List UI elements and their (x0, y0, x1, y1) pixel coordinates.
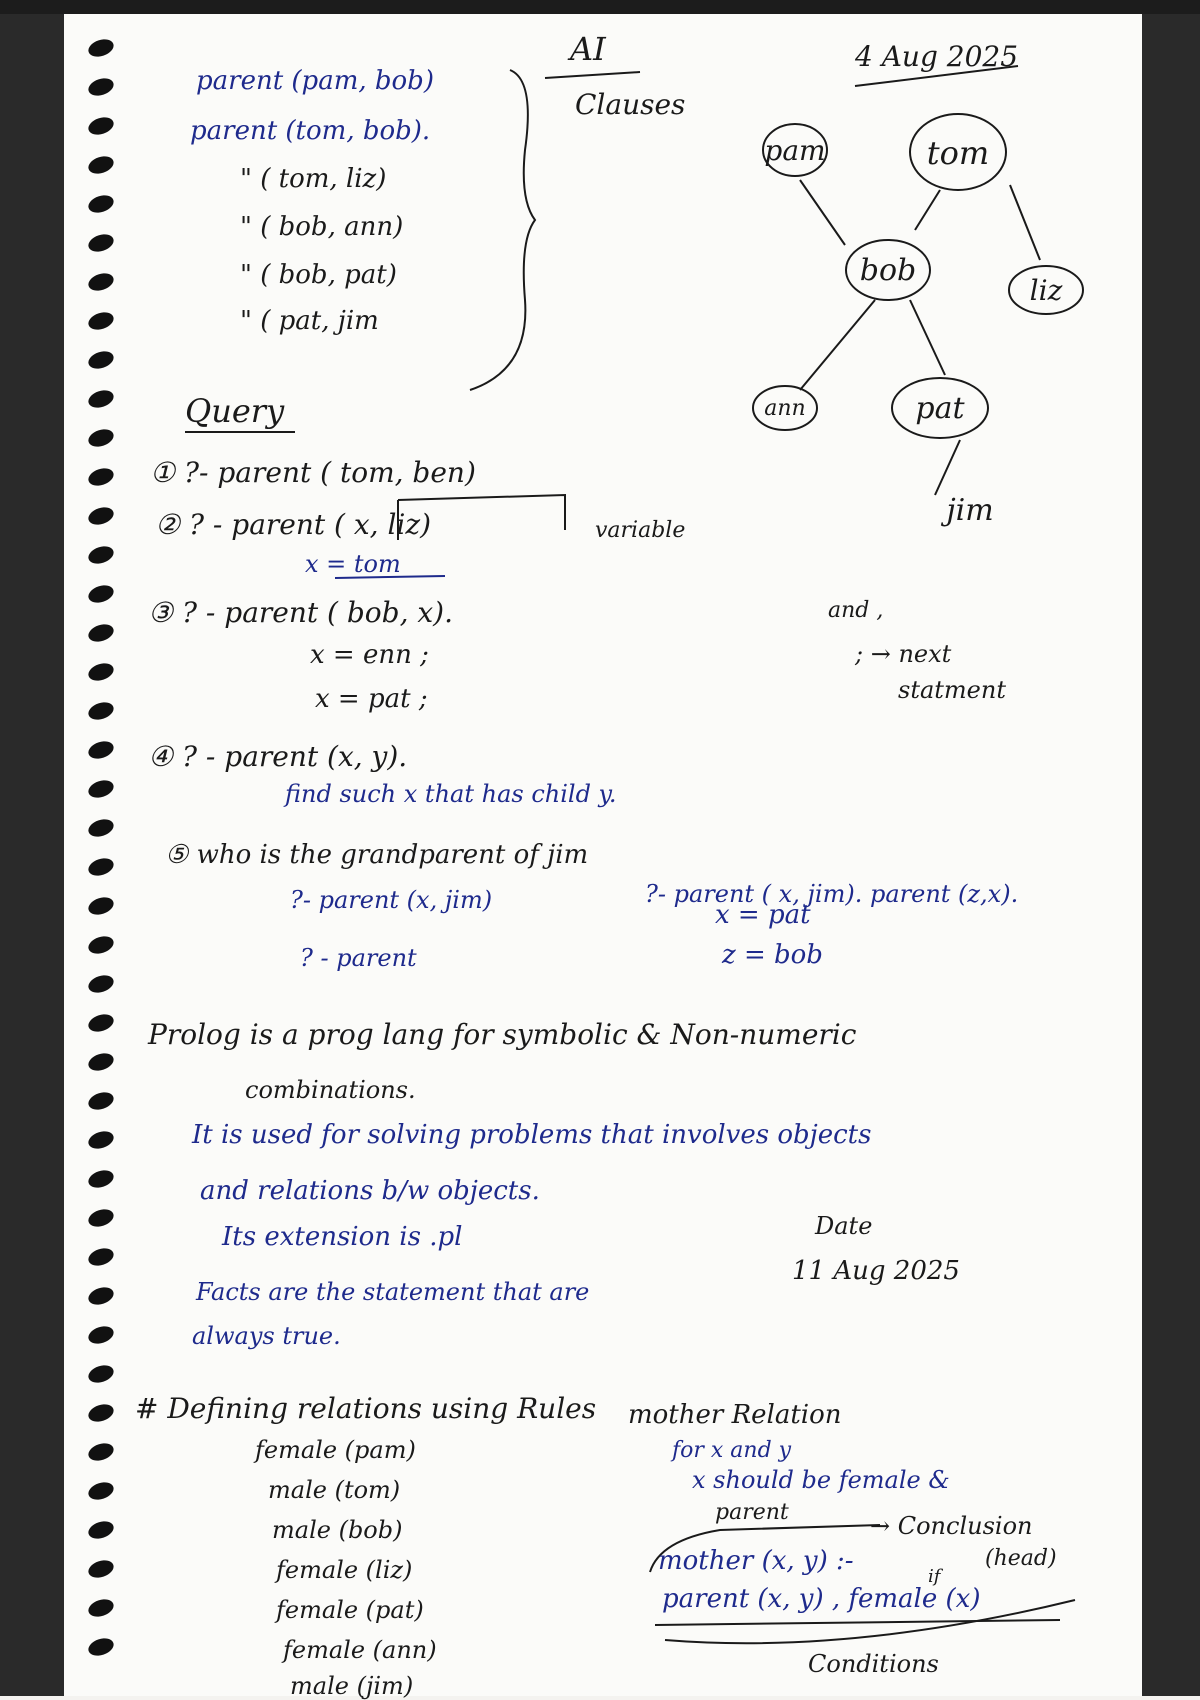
fact-line-1: parent (pam, bob) (196, 66, 434, 96)
svg-text:pam: pam (764, 134, 826, 167)
mother-rule: mother (x, y) :- (658, 1546, 854, 1576)
query-5-query: ?- parent ( x, jim). parent (z,x). (645, 880, 1019, 908)
query-4: ④ ? - parent (x, y). (148, 740, 408, 773)
tree-node-jim (940, 493, 993, 528)
query-5: ⑤ who is the grandparent of jim (165, 840, 589, 870)
svg-text:pat: pat (915, 391, 965, 426)
query-3-note-1: and , (828, 598, 884, 623)
date-top: 4 Aug 2025 (855, 40, 1019, 73)
mother-if: if (928, 1566, 941, 1587)
query-2: ② ? - parent ( x, liz) (155, 508, 432, 541)
svg-text:tom: tom (926, 134, 990, 172)
prolog-line-5: Its extension is .pl (222, 1222, 463, 1252)
query-heading: Query (185, 392, 285, 430)
mother-conclusion: → Conclusion (870, 1512, 1033, 1540)
query-2-answer: x = tom (305, 550, 401, 578)
date-second: 11 Aug 2025 (792, 1256, 960, 1286)
query-2-note: variable (595, 518, 686, 543)
query-3: ③ ? - parent ( bob, x). (148, 596, 453, 629)
fact-line-2: parent (tom, bob). (190, 116, 431, 146)
prolog-line-4: and relations b/w objects. (200, 1176, 540, 1206)
tree-node-pam (763, 124, 827, 176)
rule-fact-5: female (pat) (276, 1596, 424, 1624)
tree-node-pat (892, 378, 988, 438)
query-3-note-2: ; → next (855, 640, 952, 668)
query-3-answer-2: x = pat ; (315, 684, 428, 714)
query-3-note-3: statment (898, 676, 1006, 704)
svg-text:jim: jim (946, 493, 994, 528)
fact-line-3: " ( tom, liz) (240, 164, 387, 194)
fact-line-6: " ( pat, jim (240, 306, 379, 336)
mother-rule-body: parent (x, y) , female (x) (662, 1584, 981, 1614)
mother-line-1: for x and y (672, 1438, 792, 1463)
rules-heading: # Defining relations using Rules (135, 1392, 597, 1425)
rule-fact-6: female (ann) (283, 1636, 437, 1664)
rule-fact-4: female (liz) (276, 1556, 413, 1584)
tree-node-bob (846, 240, 930, 300)
page-subtitle: Clauses (575, 88, 686, 121)
prolog-line-3: It is used for solving problems that involves objects (192, 1120, 872, 1150)
svg-text:liz: liz (1029, 274, 1063, 307)
svg-text:bob: bob (859, 253, 917, 288)
mother-head: (head) (985, 1546, 1057, 1571)
query-4-note: find such x that has child y. (285, 780, 617, 808)
query-5-answer-1: x = pat (715, 900, 811, 930)
rule-fact-7: male (jim) (290, 1672, 414, 1700)
query-5-attempt-2: ? - parent (300, 944, 417, 972)
tree-node-tom (910, 114, 1006, 190)
tree-node-liz (1009, 266, 1083, 314)
facts-definition-2: always true. (192, 1322, 341, 1350)
mother-line-2: x should be female & (692, 1466, 950, 1494)
tree-node-ann (753, 386, 817, 430)
mother-line-3: parent (715, 1500, 789, 1525)
prolog-line-1: Prolog is a prog lang for symbolic & Non-numeric (148, 1018, 857, 1051)
mother-relation-title: mother Relation (628, 1400, 842, 1430)
svg-text:ann: ann (764, 396, 806, 421)
query-1: ① ?- parent ( tom, ben) (150, 456, 476, 489)
conditions-label: Conditions (808, 1650, 939, 1678)
rule-fact-3: male (bob) (272, 1516, 403, 1544)
query-5-answer-2: z = bob (722, 940, 823, 970)
facts-definition-1: Facts are the statement that are (196, 1278, 590, 1306)
rule-fact-1: female (pam) (255, 1436, 416, 1464)
query-3-answer-1: x = enn ; (310, 640, 429, 670)
fact-line-5: " ( bob, pat) (240, 260, 397, 290)
query-5-attempt-1: ?- parent (x, jim) (290, 886, 493, 914)
prolog-line-2: combinations. (245, 1076, 416, 1104)
rule-fact-2: male (tom) (268, 1476, 401, 1504)
fact-line-4: " ( bob, ann) (240, 212, 404, 242)
date-label: Date (815, 1212, 873, 1240)
page-title: AI (570, 30, 606, 68)
